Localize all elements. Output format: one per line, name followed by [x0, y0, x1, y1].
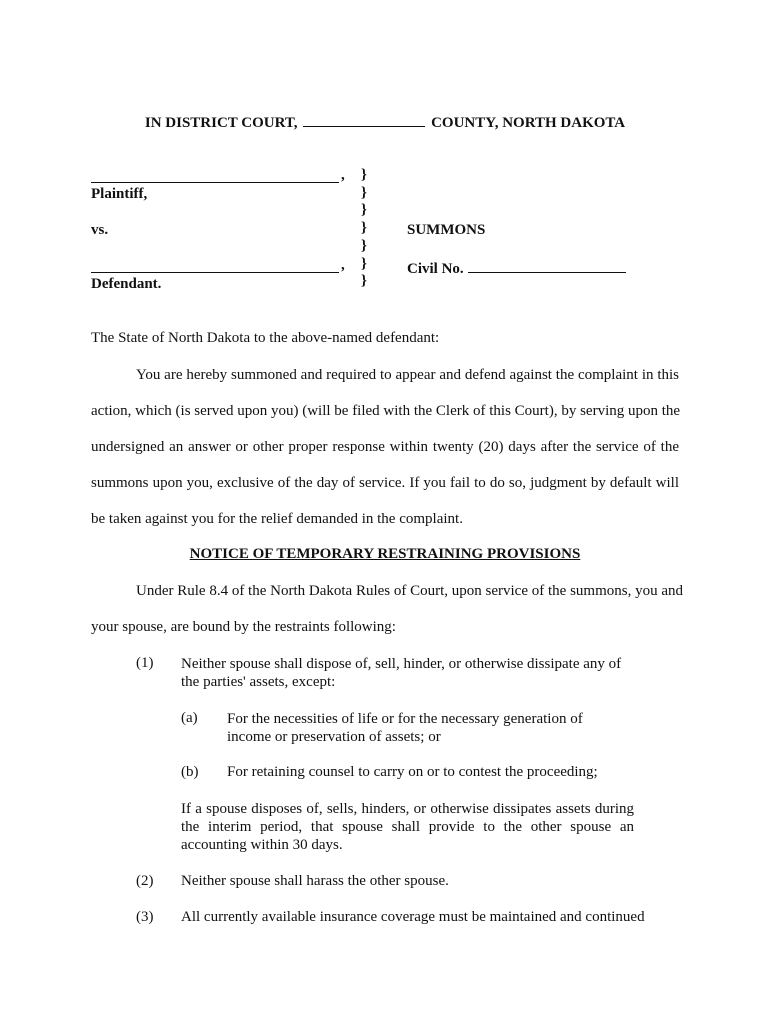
vs-label: vs.: [91, 222, 109, 238]
item-1-number: (1): [136, 655, 154, 671]
document-title: SUMMONS: [407, 222, 486, 238]
paragraph-line: be taken against you for the relief demanded in the complaint.: [91, 511, 463, 527]
plaintiff-name-blank: [91, 168, 339, 183]
defendant-comma: ,: [341, 257, 345, 273]
defendant-name-blank: [91, 258, 339, 273]
item-3-number: (3): [136, 909, 154, 925]
paragraph-line: summons upon you, exclusive of the day of service. If you fail to do so, judgment by default will: [91, 475, 679, 491]
rule-line: your spouse, are bound by the restraints following:: [91, 619, 396, 635]
court-prefix: IN DISTRICT COURT,: [144, 115, 298, 131]
paragraph-line: action, which (is served upon you) (will be filed with the Clerk of this Court), by serving upon the: [91, 403, 681, 419]
brace-column: } } } } } } }: [361, 167, 367, 290]
defendant-label: Defendant.: [91, 276, 162, 292]
accounting-paragraph: If a spouse disposes of, sells, hinders, or otherwise dissipates assets during the interim period, that spouse shall provide to the other spouse an accounting within 30 days.: [181, 801, 634, 853]
item-a-text: For the necessities of life or for the necessary generation of income or preservation of assets; or: [227, 711, 583, 745]
item-a-number: (a): [181, 710, 198, 726]
item-b-text: For retaining counsel to carry on or to contest the proceeding;: [227, 764, 598, 780]
court-header: [0, 112, 770, 132]
civil-no-blank: [468, 258, 626, 273]
item-2-text: Neither spouse shall harass the other spouse.: [181, 873, 449, 889]
item-3-text: All currently available insurance coverage must be maintained and continued: [181, 909, 645, 925]
plaintiff-comma: ,: [341, 167, 345, 183]
notice-title: NOTICE OF TEMPORARY RESTRAINING PROVISIONS: [189, 546, 581, 562]
civil-no-label: Civil No.: [407, 261, 464, 277]
rule-line: Under Rule 8.4 of the North Dakota Rules of Court, upon service of the summons, you and: [136, 583, 683, 599]
caption-braces: [361, 167, 367, 291]
court-suffix: COUNTY, NORTH DAKOTA: [431, 115, 626, 131]
item-b-number: (b): [181, 764, 199, 780]
item-1-text: Neither spouse shall dispose of, sell, hinder, or otherwise dissipate any of the parties' assets, except:: [181, 656, 622, 690]
county-blank: [303, 112, 425, 127]
civil-number: [407, 258, 626, 278]
salutation: The State of North Dakota to the above-named defendant:: [91, 330, 440, 346]
item-2-number: (2): [136, 873, 154, 889]
plaintiff-label: Plaintiff,: [91, 186, 148, 202]
paragraph-line: You are hereby summoned and required to appear and defend against the complaint in this: [136, 367, 679, 383]
paragraph-line: undersigned an answer or other proper response within twenty (20) days after the service of the: [91, 439, 679, 455]
